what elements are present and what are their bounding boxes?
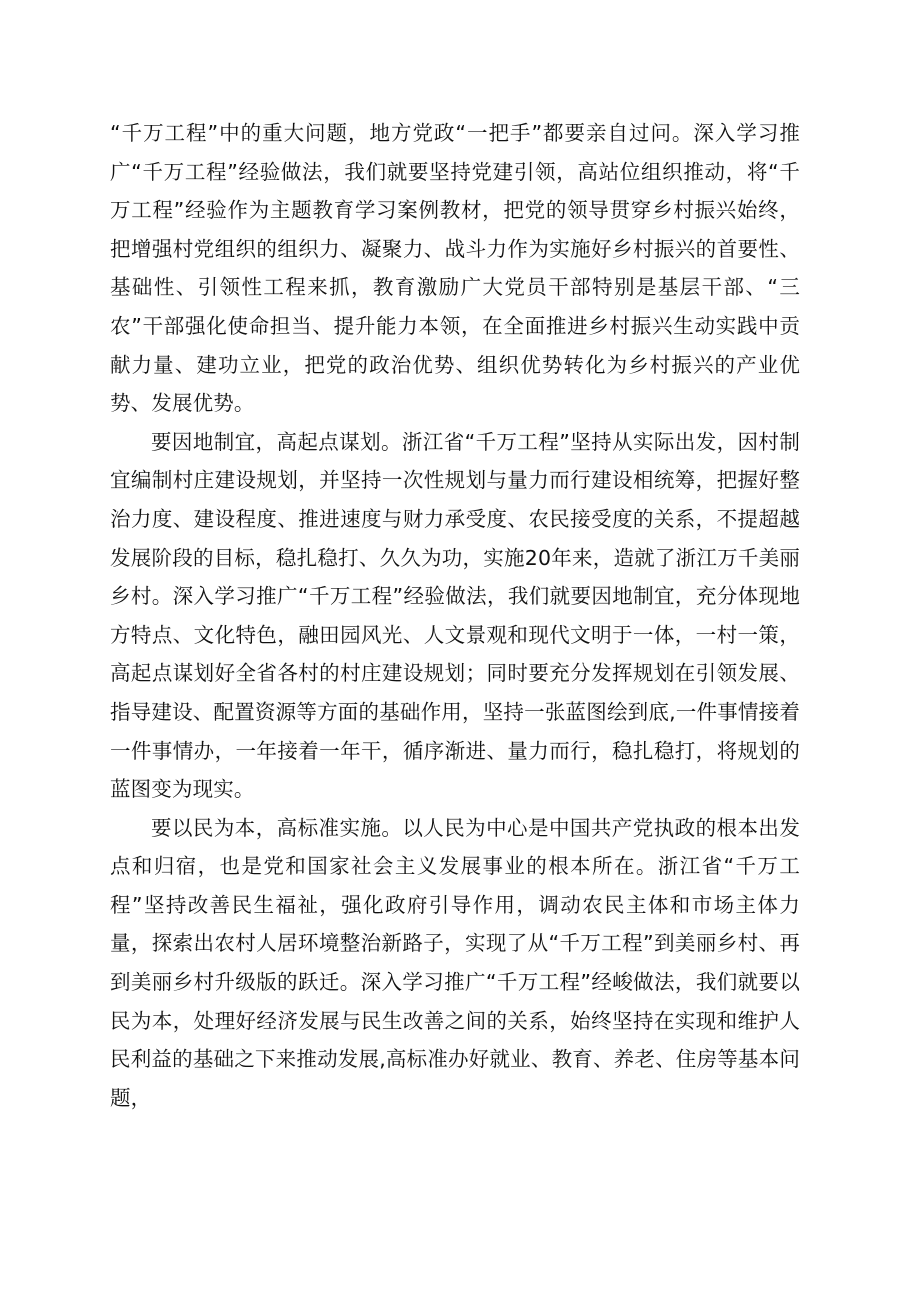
document-body xyxy=(110,114,800,1117)
paragraph-people-centered: 要以民为本，高标准实施。以人民为中心是中国共产党执政的根本出发点和归宿，也是党和国家社会主义发展事业的根本所在。浙江省“千万工程”坚持改善民生福祉，强化政府引导作用，调动农民主体和市场主体力量，探索出农村人居环境整治新路子，实现了从“千万工程”到美丽乡村、再到美丽乡村升级版的跃迁。深入学习推广“千万工程”经峻做法，我们就要以民为本，处理好经济发展与民生改善之间的关系，始终坚持在实现和维护人民利益的基础之下来推动发展,高标准办好就业、教育、养老、住房等基本问题， xyxy=(110,815,800,1110)
paragraph-party-leadership: “千万工程”中的重大问题，地方党政“一把手”都要亲自过问。深入学习推广“千万工程”经验做法，我们就要坚持党建引领，高站位组织推动，将“千万工程”经验作为主题教育学习案例教材，把党的领导贯穿乡村振兴始终，把增强村党组织的组织力、凝聚力、战斗力作为实施好乡村振兴的首要性、基础性、引领性工程来抓，教育激励广大党员干部特别是基层干部、“三农”干部强化使命担当、提升能力本领，在全面推进乡村振兴生动实践中贡献力量、建功立业，把党的政治优势、组织优势转化为乡村振兴的产业优势、发展优势。 xyxy=(110,121,800,416)
paragraph-local-planning: 要因地制宜，高起点谋划。浙江省“千万工程”坚持从实际出发，因村制宜编制村庄建设规划，并坚持一次性规划与量力而行建设相统筹，把握好整治力度、建设程度、推进速度与财力承受度、农民接受度的关系，不提超越发展阶段的目标，稳扎稳打、久久为功，实施20年来，造就了浙江万千美丽乡村。深入学习推广“千万工程”经验做法，我们就要因地制宜，充分体现地方特点、文化特色，融田园风光、人文景观和现代文明于一体，一村一策，高起点谋划好全省各村的村庄建设规划；同时要充分发挥规划在引领发展、指导建设、配置资源等方面的基础作用，坚持一张蓝图绘到底,一件事情接着一件事情办，一年接着一年干，循序渐进、量力而行，稳扎稳打，将规划的蓝图变为现实。 xyxy=(110,429,800,802)
